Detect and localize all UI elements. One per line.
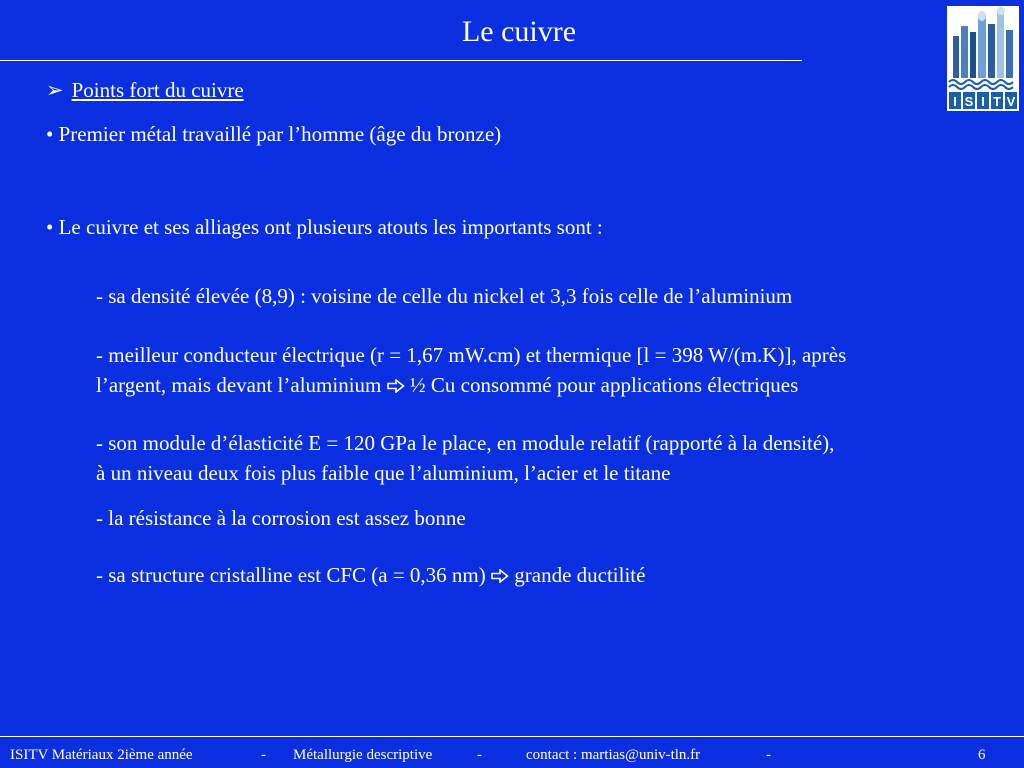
title-divider [0, 60, 802, 61]
arrowhead-bullet-icon: ➢ [46, 78, 64, 102]
structure-text-pre: - sa structure cristalline est CFC (a = 0,36 nm) [96, 563, 486, 587]
svg-text:I: I [981, 94, 985, 109]
outline-right-arrow-icon [387, 373, 405, 397]
structure-text-post: grande ductilité [514, 563, 646, 587]
outline-right-arrow-icon [491, 563, 509, 587]
sub-item-modulus-line2: à un niveau deux fois plus faible que l’aluminium, l’acier et le titane [96, 461, 671, 485]
sub-item-conductivity-line2 [96, 371, 798, 400]
footer-separator: - [766, 747, 771, 763]
conductivity-text-pre: l’argent, mais devant l’aluminium [96, 373, 382, 397]
sub-item-modulus-line1: - son module d’élasticité E = 120 GPa le place, en module relatif (rapporté à la densité), [96, 431, 835, 455]
sub-item-corrosion: - la résistance à la corrosion est assez bonne [96, 506, 466, 530]
section-heading [46, 76, 244, 105]
svg-text:I: I [953, 94, 957, 109]
sub-item-density: - sa densité élevée (8,9) : voisine de celle du nickel et 3,3 fois celle de l’aluminium [96, 284, 793, 308]
footer-separator: - [477, 747, 482, 763]
page-number: 6 [978, 747, 986, 763]
page-title: Le cuivre [461, 15, 577, 48]
bullet-history: • Premier métal travaillé par l’homme (âge du bronze) [46, 122, 502, 146]
svg-text:T: T [993, 94, 1001, 109]
sub-item-structure [96, 561, 645, 590]
footer-divider [0, 736, 1024, 737]
conductivity-text-post: ½ Cu consommé pour applications électriques [409, 373, 799, 397]
sub-item-conductivity-line1: - meilleur conducteur électrique (r = 1,67 mW.cm) et thermique [l = 398 W/(m.K)], après [96, 343, 847, 367]
footer-separator: - [261, 747, 266, 763]
svg-text:V: V [1006, 94, 1016, 109]
isitv-logo [947, 6, 1019, 111]
svg-text:S: S [964, 94, 974, 109]
footer-contact: contact : martias@univ-tln.fr [526, 747, 701, 763]
bullet-advantages: • Le cuivre et ses alliages ont plusieurs atouts les importants sont : [46, 215, 603, 239]
section-heading-text: Points fort du cuivre [71, 78, 244, 102]
footer-course: ISITV Matériaux 2ième année [10, 747, 193, 763]
footer-subject: Métallurgie descriptive [293, 747, 433, 763]
